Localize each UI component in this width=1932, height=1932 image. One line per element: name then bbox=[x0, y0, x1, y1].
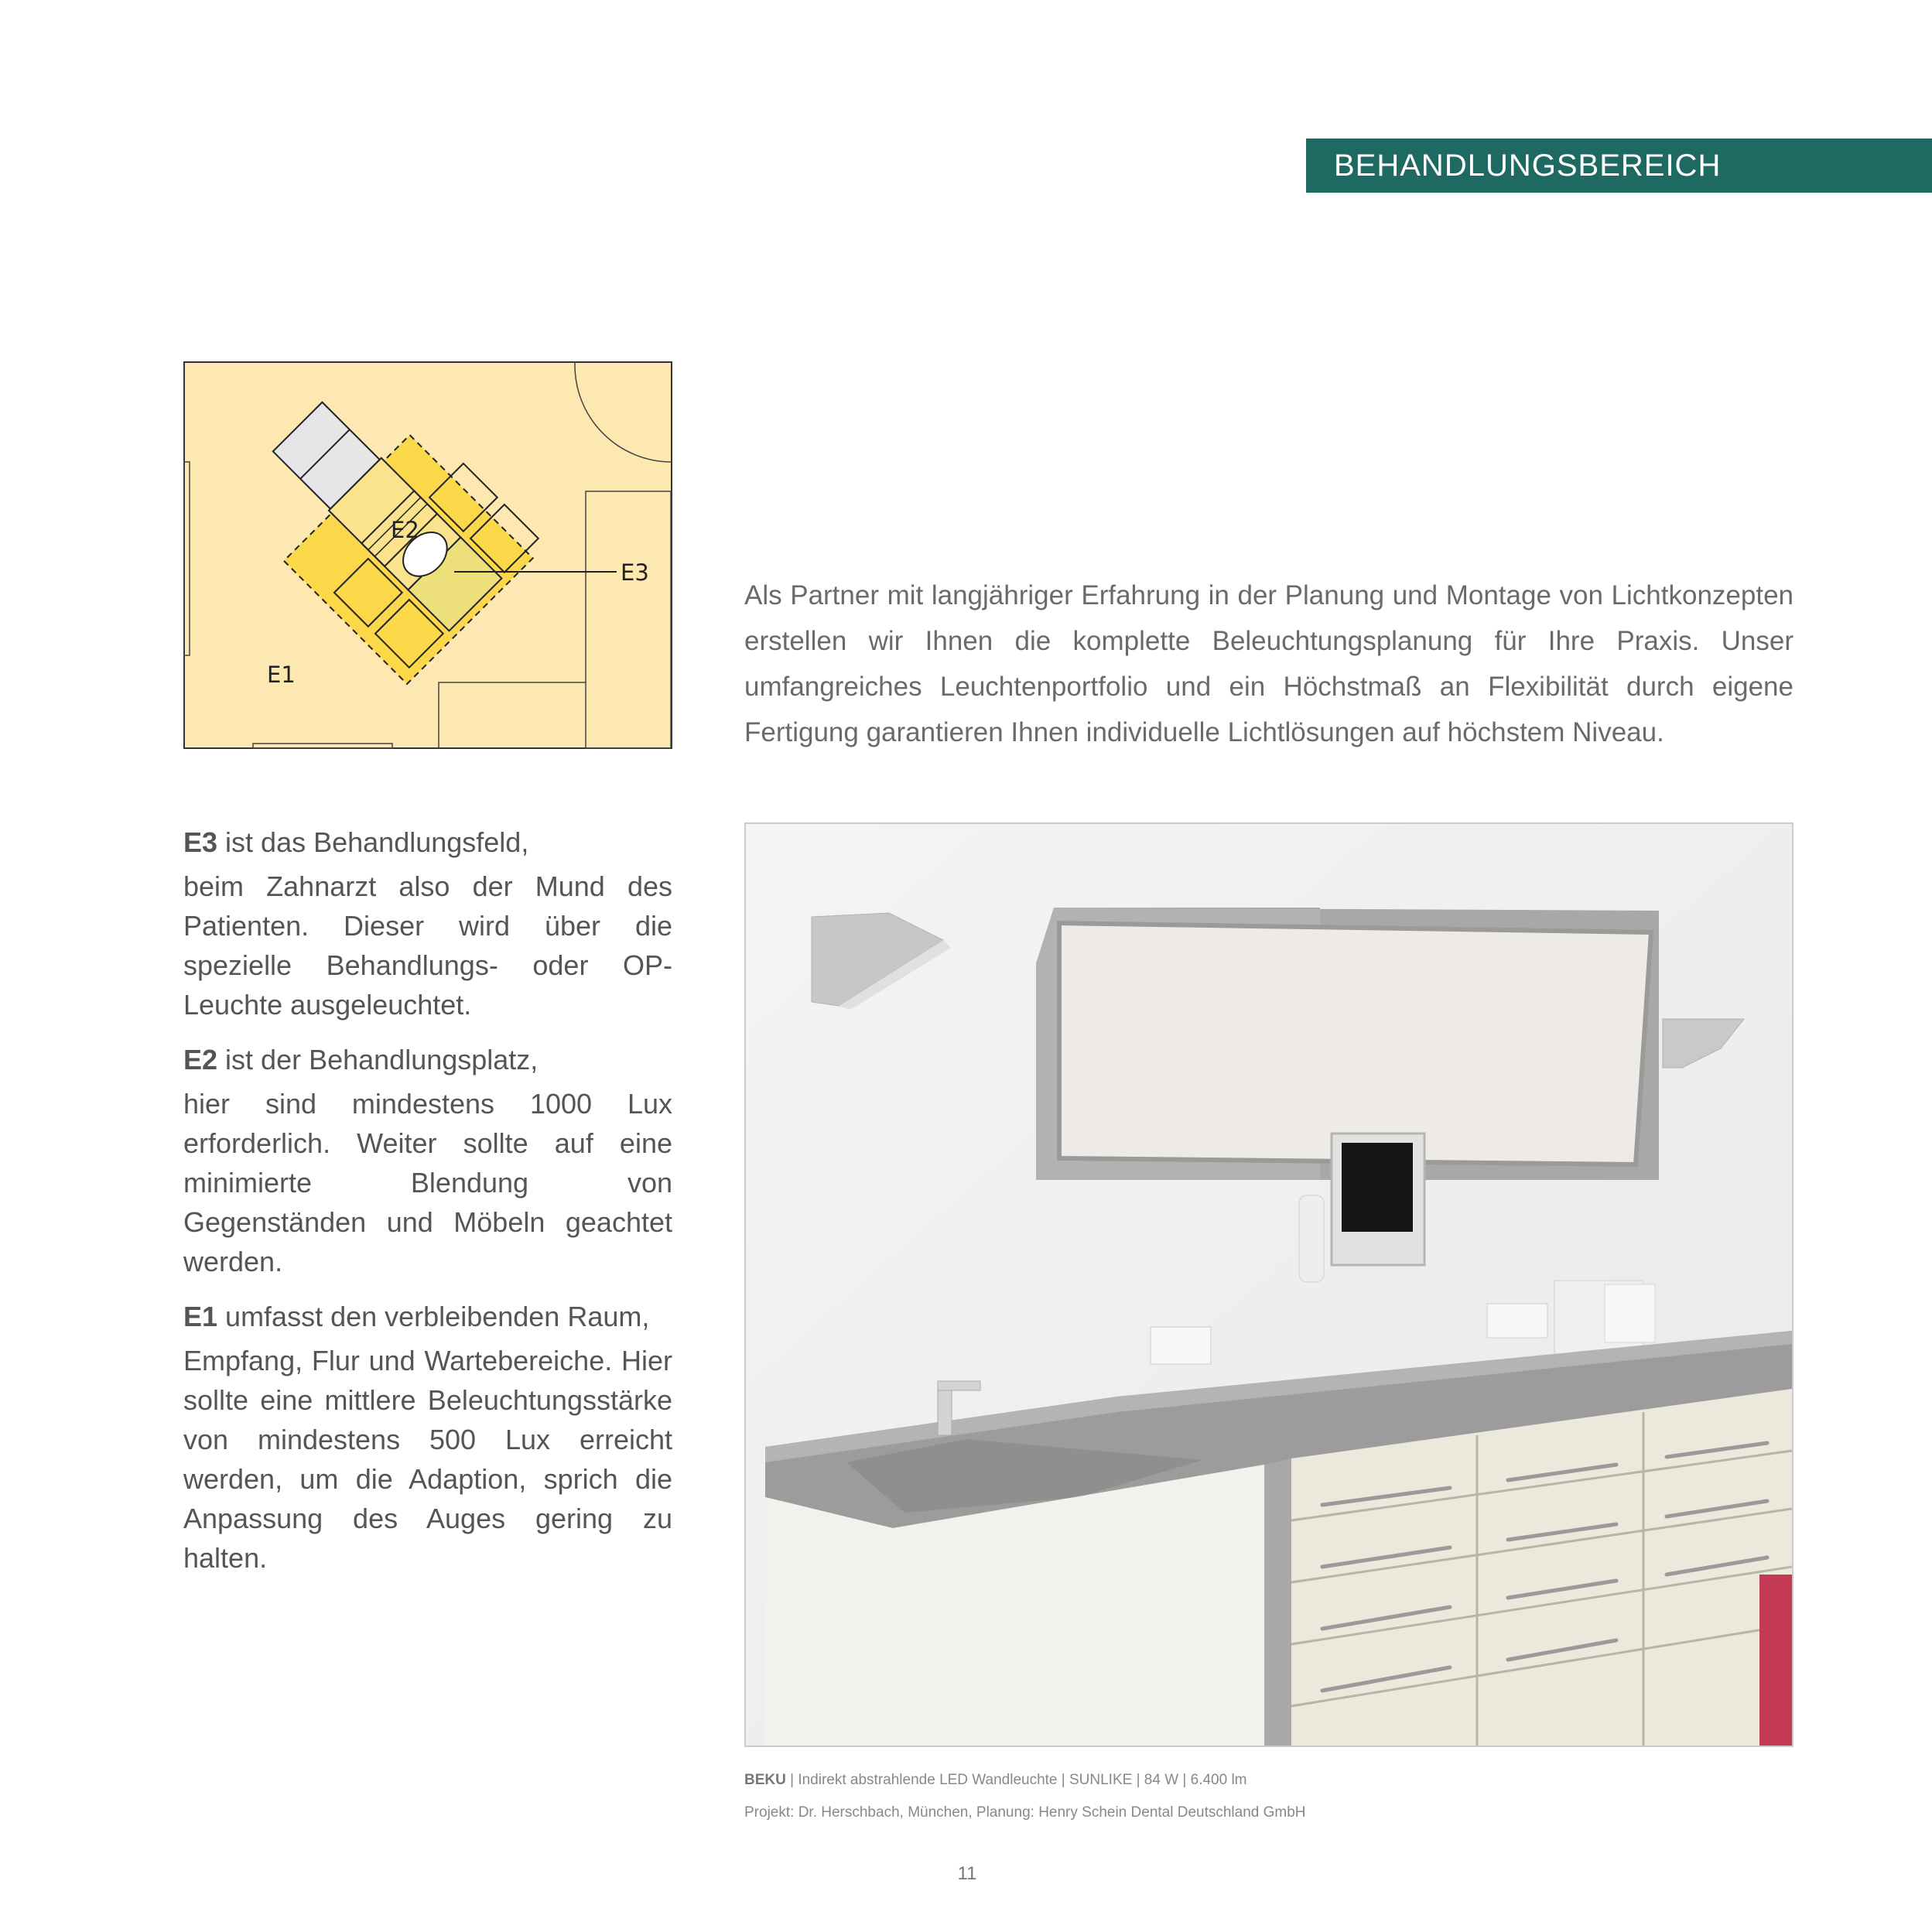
photo-caption bbox=[744, 1764, 1794, 1829]
zone-body: Empfang, Flur und Wartebereiche. Hier sollte eine mittlere Beleuchtungsstärke von mindestens 500 Lux erreicht werden, um die Adaption, sprich die Anpassung des Auges gering zu halten. bbox=[183, 1345, 672, 1574]
photo-illustration bbox=[746, 824, 1792, 1746]
zone-heading: ist der Behandlungsplatz, bbox=[217, 1044, 539, 1075]
zone-heading: umfasst den verbleibenden Raum, bbox=[217, 1301, 650, 1332]
intro-text bbox=[744, 573, 1794, 755]
label-e3: E3 bbox=[621, 559, 649, 586]
product-photo bbox=[744, 822, 1794, 1747]
zone-e3 bbox=[183, 822, 672, 1024]
zone-descriptions bbox=[183, 822, 672, 1593]
zone-e1 bbox=[183, 1297, 672, 1578]
caption-details: | Indirekt abstrahlende LED Wandleuchte | SUNLIKE | 84 W | 6.400 lm bbox=[785, 1772, 1247, 1788]
zone-code: E3 bbox=[183, 826, 218, 858]
zone-code: E2 bbox=[183, 1044, 218, 1075]
caption-product: BEKU bbox=[744, 1772, 786, 1788]
caption-project: Projekt: Dr. Herschbach, München, Planung: Henry Schein Dental Deutschland GmbH bbox=[744, 1804, 1306, 1821]
zone-body: hier sind mindestens 1000 Lux erforderlich. Weiter sollte auf eine minimierte Blendung von Gegenständen und Möbeln geachtet werden. bbox=[183, 1088, 672, 1277]
label-e2: E2 bbox=[391, 517, 419, 543]
zone-code: E1 bbox=[183, 1301, 218, 1332]
section-title: BEHANDLUNGSBEREICH bbox=[1334, 148, 1722, 183]
zone-e2 bbox=[183, 1040, 672, 1281]
label-e1: E1 bbox=[267, 662, 296, 688]
floorplan-diagram bbox=[183, 361, 672, 749]
zone-body: beim Zahnarzt also der Mund des Patienten. Dieser wird über die spezielle Behandlungs- oder OP-Leuchte ausgeleuchtet. bbox=[183, 870, 672, 1021]
zone-heading: ist das Behandlungsfeld, bbox=[217, 826, 529, 858]
section-header bbox=[1306, 138, 1932, 193]
intro-paragraph: Als Partner mit langjähriger Erfahrung in der Planung und Montage von Lichtkonzepten erstellen wir Ihnen die komplette Beleuchtungsplanung für Ihre Praxis. Unser umfangreiches Leuchtenportfolio und ein Höchstmaß an Flexibilität durch eigene Fertigung garantieren Ihnen individuelle Lichtlösungen auf höchstem Niveau. bbox=[744, 580, 1794, 747]
page-number: 11 bbox=[957, 1863, 977, 1884]
